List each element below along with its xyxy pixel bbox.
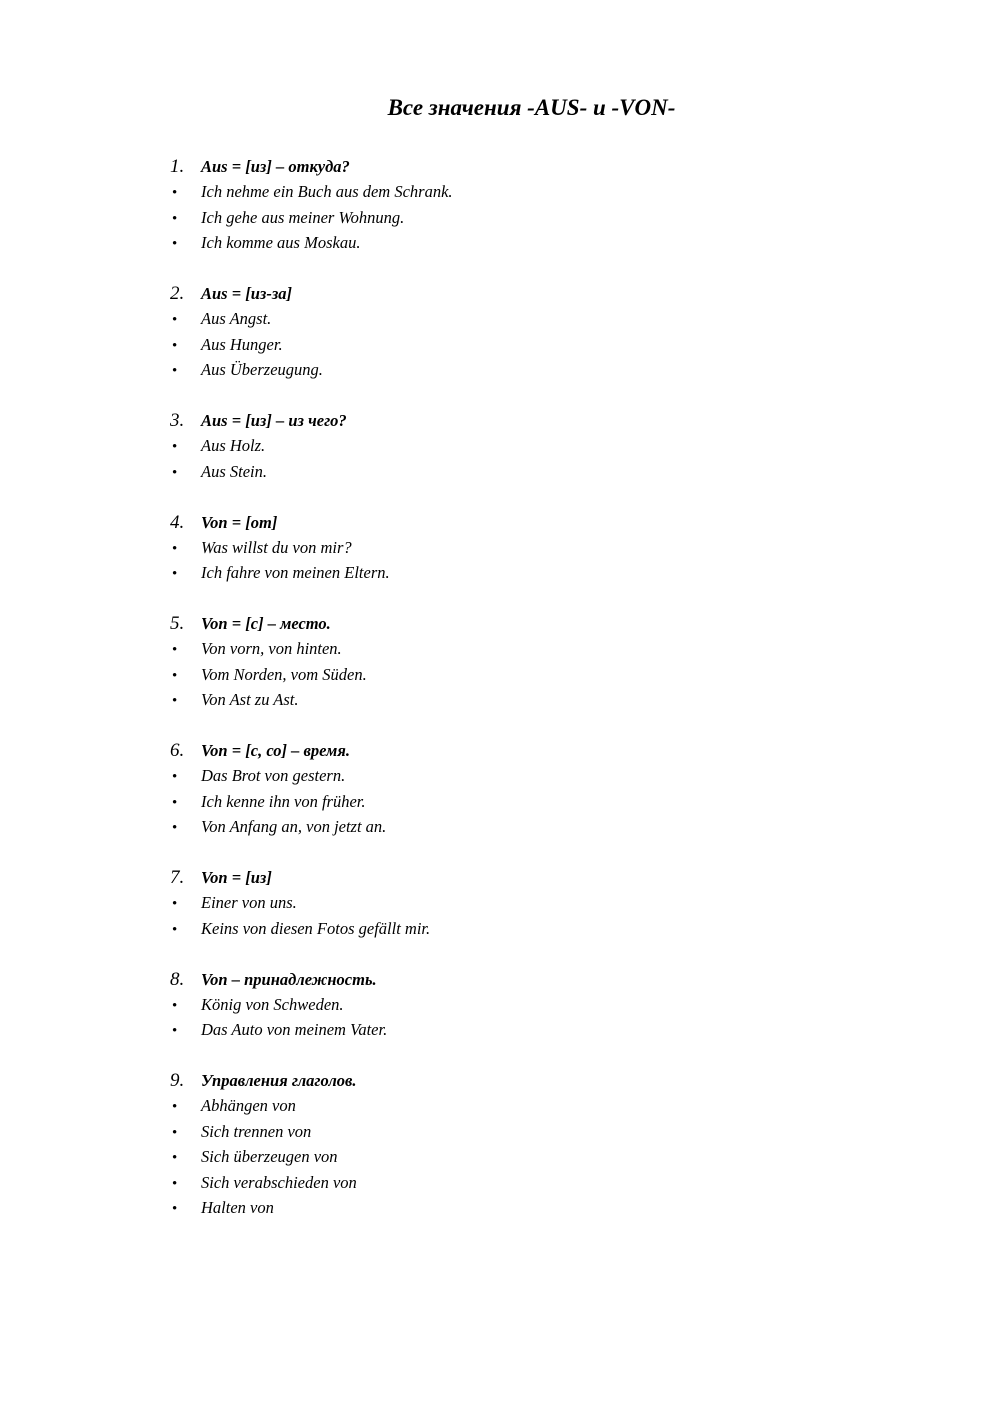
list-item-text: Von vorn, von hinten. — [201, 639, 342, 658]
list-item — [170, 1096, 930, 1122]
list-item — [170, 919, 930, 945]
section-number: 4. — [170, 511, 185, 533]
bullet-icon: • — [172, 1201, 178, 1217]
section-9 — [170, 1070, 930, 1224]
bullet-icon: • — [172, 667, 178, 684]
section-number: 6. — [170, 740, 185, 761]
bullet-icon: • — [172, 210, 178, 227]
list-item-text: Keins von diesen Fotos gefällt mir. — [201, 918, 431, 938]
section-6 — [170, 740, 930, 843]
list-item-text: Ich gehe aus meiner Wohnung. — [201, 207, 405, 227]
list-item — [170, 893, 930, 919]
section-title: Aus = [из] – из чего? — [201, 411, 347, 430]
section-2 — [170, 283, 930, 386]
list-item-text: Ich nehme ein Buch aus dem Schrank. — [201, 182, 453, 201]
list-item-text: König von Schweden. — [201, 994, 344, 1014]
section-heading — [170, 969, 930, 995]
bullet-icon: • — [172, 1150, 178, 1166]
section-title: Von = [из] — [201, 868, 272, 887]
bullet-icon: • — [172, 642, 178, 658]
section-heading — [170, 867, 930, 893]
list-item — [170, 335, 930, 361]
bullet-icon: • — [172, 693, 178, 709]
list-item-text: Abhängen von — [201, 1096, 296, 1115]
list-item-text: Von Ast zu Ast. — [201, 690, 299, 709]
list-item-text: Vom Norden, vom Süden. — [201, 664, 367, 684]
list-item — [170, 1147, 930, 1173]
section-number: 2. — [170, 283, 185, 304]
bullet-icon: • — [172, 363, 178, 379]
list-item-text: Einer von uns. — [201, 893, 297, 912]
section-1 — [170, 156, 930, 259]
bullet-icon: • — [172, 337, 178, 354]
section-5 — [170, 613, 930, 716]
list-item — [170, 182, 930, 208]
section-heading — [170, 613, 930, 639]
list-item-text: Aus Angst. — [201, 309, 272, 328]
bullet-icon: • — [172, 1023, 178, 1039]
list-item — [170, 360, 930, 386]
section-title: Von – принадлежность. — [201, 969, 377, 989]
list-item — [170, 538, 930, 564]
section-heading — [170, 1070, 930, 1096]
list-item — [170, 233, 930, 259]
bullet-icon: • — [172, 794, 178, 811]
section-heading — [170, 410, 930, 436]
section-3 — [170, 410, 930, 487]
section-number: 3. — [170, 410, 185, 431]
list-item — [170, 995, 930, 1021]
bullet-icon: • — [172, 236, 178, 252]
bullet-icon: • — [172, 566, 178, 582]
section-title: Von = [от] — [201, 512, 278, 532]
list-item-text: Ich kenne ihn von früher. — [201, 791, 366, 811]
section-8 — [170, 969, 930, 1046]
list-item — [170, 766, 930, 792]
list-item — [170, 792, 930, 818]
bullet-icon: • — [172, 439, 178, 455]
section-heading — [170, 283, 930, 309]
list-item-text: Sich trennen von — [201, 1121, 312, 1141]
section-heading — [170, 740, 930, 766]
list-item-text: Sich verabschieden von — [201, 1172, 357, 1192]
list-item — [170, 436, 930, 462]
list-item-text: Was willst du von mir? — [201, 537, 352, 557]
bullet-icon: • — [172, 769, 178, 785]
list-item-text: Das Auto von meinem Vater. — [201, 1020, 388, 1039]
list-item-text: Halten von — [201, 1198, 274, 1217]
section-heading — [170, 156, 930, 182]
list-item — [170, 1020, 930, 1046]
section-title: Управления глаголов. — [201, 1071, 357, 1090]
section-number: 8. — [170, 968, 185, 990]
bullet-icon: • — [172, 997, 178, 1014]
section-7 — [170, 867, 930, 944]
bullet-icon: • — [172, 540, 178, 557]
list-item-text: Aus Überzeugung. — [201, 360, 323, 379]
section-number: 5. — [170, 613, 185, 634]
list-item-text: Aus Hunger. — [201, 334, 283, 354]
list-item-text: Ich fahre von meinen Eltern. — [201, 563, 390, 582]
list-item — [170, 208, 930, 234]
list-item — [170, 563, 930, 589]
section-title: Aus = [из-за] — [201, 284, 293, 303]
list-item — [170, 817, 930, 843]
bullet-icon: • — [172, 185, 178, 201]
section-title: Von = [с] – место. — [201, 614, 331, 633]
section-number: 1. — [170, 156, 185, 177]
section-title: Aus = [из] – откуда? — [201, 157, 350, 176]
list-item — [170, 665, 930, 691]
list-item-text: Von Anfang an, von jetzt an. — [201, 817, 387, 836]
list-item-text: Das Brot von gestern. — [201, 766, 346, 785]
bullet-icon: • — [172, 896, 178, 912]
bullet-icon: • — [172, 921, 178, 938]
bullet-icon: • — [172, 312, 178, 328]
list-item-text: Ich komme aus Moskau. — [201, 233, 361, 252]
bullet-icon: • — [172, 1175, 178, 1192]
list-item-text: Sich überzeugen von — [201, 1147, 338, 1166]
bullet-icon: • — [172, 820, 178, 836]
bullet-icon: • — [172, 1124, 178, 1141]
list-item — [170, 639, 930, 665]
list-item — [170, 1173, 930, 1199]
list-item-text: Aus Holz. — [201, 436, 266, 455]
page-title: Все значения -AUS- и -VON- — [387, 95, 676, 120]
list-item — [170, 462, 930, 488]
list-item — [170, 1122, 930, 1148]
section-4 — [170, 512, 930, 589]
section-number: 7. — [170, 867, 185, 888]
list-item-text: Aus Stein. — [201, 461, 267, 481]
bullet-icon: • — [172, 1099, 178, 1115]
list-item — [170, 309, 930, 335]
section-number: 9. — [170, 1070, 185, 1091]
list-item — [170, 690, 930, 716]
list-item — [170, 1198, 930, 1224]
section-title: Von = [с, со] – время. — [201, 741, 350, 760]
section-heading — [170, 512, 930, 538]
sections-list — [170, 156, 930, 1248]
bullet-icon: • — [172, 464, 178, 481]
